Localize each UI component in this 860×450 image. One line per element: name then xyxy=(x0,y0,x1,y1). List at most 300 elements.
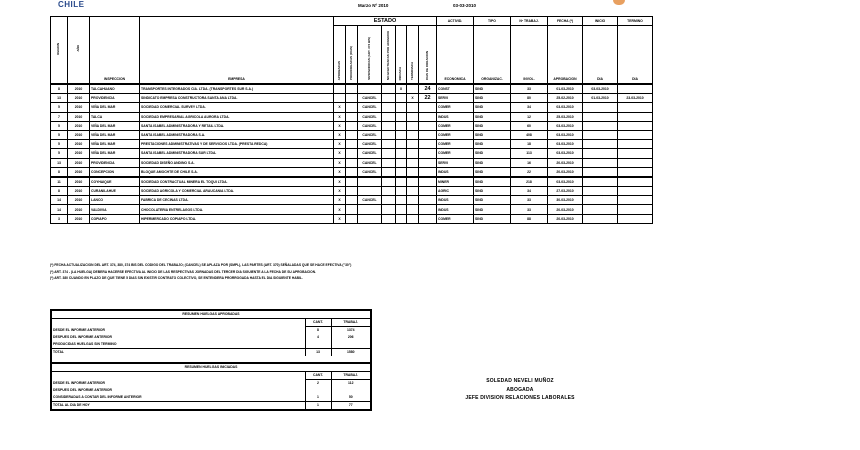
cell-trabajadores: 12 xyxy=(511,112,548,121)
cell-actividad: INDUS xyxy=(437,196,474,205)
cell-anio: 2010 xyxy=(68,158,90,167)
cell-termino xyxy=(618,140,653,149)
cell-terminada xyxy=(407,130,419,139)
cell-anio: 2010 xyxy=(68,94,90,103)
cell-tipo: SIND xyxy=(474,112,511,121)
cell-empresa: SANTA ISABEL ADMINISTRADORA Y RETAIL LTDA. xyxy=(140,121,334,130)
cell-dias xyxy=(419,140,437,149)
cell-inicio xyxy=(583,121,618,130)
cell-inicio xyxy=(583,177,618,187)
cell-empresa: SANTA ISABEL ADMINISTRADORA SUR LTDA. xyxy=(140,149,334,158)
cell-aprobadas: X xyxy=(334,103,346,112)
cell-actividad: INDUS xyxy=(437,167,474,177)
cell-empresa: SOCIEDAD DISEÑO ANDINO S.A. xyxy=(140,158,334,167)
cell-suspendidas: CANCEL xyxy=(358,112,382,121)
col-termino: DIA xyxy=(618,26,653,85)
col-iniciada: INICIADA xyxy=(396,26,407,85)
col-dias: DIAS DE DURACION xyxy=(419,26,437,85)
cell-aprobadas: X xyxy=(334,214,346,223)
cell-prorrogadas xyxy=(346,177,358,187)
cell-empresa: SINDICATO EMPRESA CONSTRUCTORA SANTA ANA LTDA. xyxy=(140,94,334,103)
cell-empresa: CHOCOLATERIA ENTRELAGOS LTDA. xyxy=(140,205,334,214)
cell-no-iniciadas xyxy=(382,158,396,167)
cell-inicio xyxy=(583,112,618,121)
cell-anio: 2010 xyxy=(68,214,90,223)
cell-empresa: BLOQUE AMOCHTE DE CHILE S.A. xyxy=(140,167,334,177)
cell-iniciada xyxy=(396,130,407,139)
cell-dias xyxy=(419,103,437,112)
summary-row: DESDE EL INFORME ANTERIOR 2 112 xyxy=(51,380,371,388)
cell-no-iniciadas xyxy=(382,205,396,214)
corner-logo-icon xyxy=(613,0,625,5)
cell-iniciada xyxy=(396,177,407,187)
cell-no-iniciadas xyxy=(382,187,396,196)
summary-started-title: RESUMEN HUELGAS INICIADAS xyxy=(51,363,371,372)
table-row xyxy=(51,158,653,167)
cell-fecha: 03-03-2010 xyxy=(548,177,583,187)
cell-actividad: COMER xyxy=(437,140,474,149)
cell-tipo: SIND xyxy=(474,196,511,205)
cell-aprobadas: X xyxy=(334,177,346,187)
report-date: 03-03-2010 xyxy=(453,3,477,8)
cell-trabajadores: 33 xyxy=(511,205,548,214)
cell-anio: 2010 xyxy=(68,112,90,121)
col-trab-top: Nº TRABAJ. xyxy=(511,17,548,26)
cell-region: 8 xyxy=(51,187,68,196)
summary-approved-table xyxy=(50,309,372,364)
cell-inicio: 03-03-2010 xyxy=(583,84,618,94)
cell-fecha: 30-03-2010 xyxy=(548,196,583,205)
cell-fecha: 20-03-2010 xyxy=(548,214,583,223)
cell-region: 8 xyxy=(51,84,68,94)
cell-actividad: COMER xyxy=(437,103,474,112)
col-trabaj: TRABAJ. xyxy=(331,372,371,380)
cell-terminada xyxy=(407,196,419,205)
cell-iniciada xyxy=(396,158,407,167)
cell-dias: 24 xyxy=(419,84,437,94)
signature-block xyxy=(450,377,590,403)
cell-tipo: SIND xyxy=(474,205,511,214)
cell-no-iniciadas xyxy=(382,84,396,94)
cell-iniciada xyxy=(396,167,407,177)
cell-prorrogadas xyxy=(346,140,358,149)
cell-prorrogadas xyxy=(346,84,358,94)
cell-trabajadores: 88 xyxy=(511,214,548,223)
cell-aprobadas: X xyxy=(334,140,346,149)
cell-prorrogadas xyxy=(346,103,358,112)
col-no-iniciadas: NO EFECTUADAS POR ACUERDO xyxy=(382,26,396,85)
cell-inspeccion: VIÑA DEL MAR xyxy=(90,130,140,139)
table-row xyxy=(51,84,653,94)
cell-region: 8 xyxy=(51,167,68,177)
summary-row: TOTAL AL DIA DE HOY 1 77 xyxy=(51,402,371,411)
cell-anio: 2010 xyxy=(68,149,90,158)
cell-inspeccion: LANCO xyxy=(90,196,140,205)
cell-aprobadas: X xyxy=(334,112,346,121)
cell-trabajadores: 60 xyxy=(511,121,548,130)
cell-inicio xyxy=(583,103,618,112)
cell-inicio xyxy=(583,130,618,139)
cell-inspeccion: COYHAIQUE xyxy=(90,177,140,187)
cell-tipo: SIND xyxy=(474,177,511,187)
summary-row: DESPUES DEL INFORME ANTERIOR xyxy=(51,387,371,394)
cell-anio: 2010 xyxy=(68,187,90,196)
cell-region: 5 xyxy=(51,140,68,149)
cell-trabajadores: 33 xyxy=(511,196,548,205)
cell-suspendidas: CANCEL xyxy=(358,103,382,112)
cell-actividad: SERVI xyxy=(437,94,474,103)
summary-row: TOTAL 13 1580 xyxy=(51,349,371,357)
cell-prorrogadas xyxy=(346,94,358,103)
cell-no-iniciadas xyxy=(382,130,396,139)
col-fecha-top: FECHA (*) xyxy=(548,17,583,26)
col-termino-top: TERMINO xyxy=(618,17,653,26)
cell-aprobadas: X xyxy=(334,196,346,205)
cell-no-iniciadas xyxy=(382,149,396,158)
cell-trabajadores: 22 xyxy=(511,167,548,177)
col-inicio: DIA xyxy=(583,26,618,85)
cell-empresa: TRANSPORTES INTEGRADOS CIA. LTDA. (TRANSPORTES SUR S.A.) xyxy=(140,84,334,94)
col-actividad: ECONOMICA xyxy=(437,26,474,85)
cell-terminada xyxy=(407,167,419,177)
cell-iniciada xyxy=(396,149,407,158)
cell-region: 14 xyxy=(51,196,68,205)
cell-inicio xyxy=(583,196,618,205)
cell-anio: 2010 xyxy=(68,121,90,130)
cell-aprobadas: X xyxy=(334,187,346,196)
table-row xyxy=(51,130,653,139)
cell-terminada: X xyxy=(407,94,419,103)
col-fecha: APROBACION xyxy=(548,26,583,85)
cell-anio: 2010 xyxy=(68,205,90,214)
cell-fecha: 27-03-2010 xyxy=(548,187,583,196)
cell-termino xyxy=(618,177,653,187)
cell-inspeccion: COPIAPO xyxy=(90,214,140,223)
cell-suspendidas: CANCEL xyxy=(358,149,382,158)
cell-termino xyxy=(618,158,653,167)
cell-iniciada xyxy=(396,214,407,223)
cell-prorrogadas xyxy=(346,149,358,158)
cell-anio: 2010 xyxy=(68,196,90,205)
cell-no-iniciadas xyxy=(382,140,396,149)
cell-iniciada xyxy=(396,196,407,205)
cell-suspendidas xyxy=(358,84,382,94)
cell-dias xyxy=(419,121,437,130)
cell-suspendidas: CANCEL xyxy=(358,94,382,103)
cell-fecha: 20-03-2010 xyxy=(548,167,583,177)
cell-suspendidas: CANCEL xyxy=(358,130,382,139)
cell-suspendidas xyxy=(358,205,382,214)
cell-no-iniciadas xyxy=(382,167,396,177)
cell-aprobadas xyxy=(334,84,346,94)
cell-suspendidas: CANCEL xyxy=(358,167,382,177)
cell-inspeccion: TALCAHUANO xyxy=(90,84,140,94)
cell-iniciada xyxy=(396,112,407,121)
cell-dias xyxy=(419,196,437,205)
cell-prorrogadas xyxy=(346,130,358,139)
cell-terminada xyxy=(407,214,419,223)
cell-actividad: AGRIC xyxy=(437,187,474,196)
cell-anio: 2010 xyxy=(68,140,90,149)
cell-fecha: 25-03-2010 xyxy=(548,112,583,121)
cell-inspeccion: VIÑA DEL MAR xyxy=(90,149,140,158)
col-inspeccion: INSPECCION xyxy=(90,17,140,85)
cell-iniciada xyxy=(396,94,407,103)
cell-inicio xyxy=(583,214,618,223)
cell-aprobadas: X xyxy=(334,158,346,167)
cell-anio: 2010 xyxy=(68,167,90,177)
col-suspendidas: SUSPENDIDAS (ART. 374 BIS) xyxy=(358,26,382,85)
cell-aprobadas: X xyxy=(334,167,346,177)
table-row xyxy=(51,103,653,112)
cell-iniciada xyxy=(396,187,407,196)
cell-tipo: SIND xyxy=(474,103,511,112)
cell-suspendidas xyxy=(358,214,382,223)
cell-termino xyxy=(618,214,653,223)
cell-dias xyxy=(419,149,437,158)
table-row xyxy=(51,94,653,103)
cell-aprobadas xyxy=(334,94,346,103)
cell-tipo: SIND xyxy=(474,140,511,149)
cell-trabajadores: 113 xyxy=(511,149,548,158)
footnotes xyxy=(50,262,351,282)
cell-dias xyxy=(419,167,437,177)
cell-trabajadores: 218 xyxy=(511,177,548,187)
cell-tipo: SIND xyxy=(474,130,511,139)
cell-dias xyxy=(419,130,437,139)
cell-dias xyxy=(419,158,437,167)
col-actividad-top: ACTIVID. xyxy=(437,17,474,26)
table-row xyxy=(51,196,653,205)
cell-terminada xyxy=(407,149,419,158)
cell-suspendidas: CANCEL xyxy=(358,140,382,149)
cell-prorrogadas xyxy=(346,205,358,214)
cell-prorrogadas xyxy=(346,196,358,205)
table-row xyxy=(51,177,653,187)
cell-trabajadores: 33 xyxy=(511,84,548,94)
cell-tipo: SIND xyxy=(474,94,511,103)
logo-text: CHILE xyxy=(58,0,85,9)
cell-inicio xyxy=(583,140,618,149)
table-row xyxy=(51,121,653,130)
cell-trabajadores: 408 xyxy=(511,130,548,139)
cell-empresa: PRESTACIONES ADMINISTRATIVAS Y DE SERVICIOS LTDA. (PRESTA REDCA) xyxy=(140,140,334,149)
cell-terminada xyxy=(407,121,419,130)
cell-aprobadas: X xyxy=(334,121,346,130)
cell-trabajadores: 34 xyxy=(511,187,548,196)
cell-actividad: INDUS xyxy=(437,205,474,214)
cell-region: 3 xyxy=(51,214,68,223)
cell-prorrogadas xyxy=(346,167,358,177)
cell-suspendidas xyxy=(358,187,382,196)
cell-termino xyxy=(618,167,653,177)
cell-region: 5 xyxy=(51,149,68,158)
cell-empresa: SOCIEDAD COMERCIAL SURVEY LTDA. xyxy=(140,103,334,112)
cell-anio: 2010 xyxy=(68,177,90,187)
col-anio: AÑO xyxy=(68,17,90,85)
col-tipo: ORGANIZAC. xyxy=(474,26,511,85)
cell-aprobadas: X xyxy=(334,130,346,139)
cell-dias xyxy=(419,214,437,223)
cell-anio: 2010 xyxy=(68,103,90,112)
cell-termino xyxy=(618,84,653,94)
cell-trabajadores: 16 xyxy=(511,158,548,167)
summary-approved-title: RESUMEN HUELGAS APROBADAS xyxy=(51,310,371,319)
cell-prorrogadas xyxy=(346,158,358,167)
col-terminada: TERMINADA xyxy=(407,26,419,85)
cell-actividad: CONST xyxy=(437,84,474,94)
cell-prorrogadas xyxy=(346,121,358,130)
footnote: (*) ART. 374 - (LA HUELGA) DEBERA HACERSE EFECTIVA AL INICIO DE LAS RESPECTIVAS JORNADAS DEL TERCER DIA SIGUIENTE A LA FECHA DE SU APROBACION. xyxy=(50,269,317,274)
cell-region: 5 xyxy=(51,121,68,130)
summary-started-table xyxy=(50,362,372,411)
signer-department: JEFE DIVISION RELACIONES LABORALES xyxy=(465,395,575,401)
cell-inspeccion: TALCA xyxy=(90,112,140,121)
cell-terminada xyxy=(407,158,419,167)
cell-empresa: FABRICA DE CECINAS LTDA. xyxy=(140,196,334,205)
cell-actividad: INDUS xyxy=(437,112,474,121)
cell-termino xyxy=(618,187,653,196)
cell-tipo: SIND xyxy=(474,158,511,167)
cell-fecha: 20-03-2010 xyxy=(548,158,583,167)
table-row xyxy=(51,149,653,158)
cell-fecha: 20-03-2010 xyxy=(548,205,583,214)
cell-terminada xyxy=(407,84,419,94)
table-row xyxy=(51,205,653,214)
cell-dias xyxy=(419,177,437,187)
table-row xyxy=(51,214,653,223)
cell-actividad: COMER xyxy=(437,149,474,158)
cell-inicio: 01-03-2010 xyxy=(583,94,618,103)
cell-iniciada: X xyxy=(396,84,407,94)
cell-iniciada xyxy=(396,121,407,130)
cell-inspeccion: VIÑA DEL MAR xyxy=(90,140,140,149)
cell-empresa: SOCIEDAD AGRICOLA Y COMERCIAL ARAUCANIA LTDA. xyxy=(140,187,334,196)
footnote: (*) ART. 380 CUANDO EN PLAZO DE QUE TIENE 5 DIAS SIN EXISTIR CONTRATO COLECTIVO, SE ENTENDERA PRORROGADA HASTA EL DIA SIGUIENTE HABIL. xyxy=(50,276,303,280)
cell-anio: 2010 xyxy=(68,84,90,94)
cell-termino xyxy=(618,205,653,214)
cell-fecha: 03-03-2010 xyxy=(548,103,583,112)
group-estado: ESTADO xyxy=(334,17,437,26)
cell-aprobadas: X xyxy=(334,149,346,158)
cell-termino xyxy=(618,149,653,158)
cell-no-iniciadas xyxy=(382,196,396,205)
summary-row: DESDE EL INFORME ANTERIOR 8 1374 xyxy=(51,327,371,335)
cell-iniciada xyxy=(396,140,407,149)
cell-termino xyxy=(618,130,653,139)
cell-actividad: COMER xyxy=(437,130,474,139)
summary-row: PRODUCIDAS HUELGAS SIN TERMINO xyxy=(51,341,371,349)
cell-no-iniciadas xyxy=(382,103,396,112)
cell-no-iniciadas xyxy=(382,94,396,103)
cell-fecha: 03-03-2010 xyxy=(548,130,583,139)
col-tipo-top: TIPO xyxy=(474,17,511,26)
cell-termino: 23-03-2010 xyxy=(618,94,653,103)
cell-tipo: SIND xyxy=(474,167,511,177)
cell-terminada xyxy=(407,140,419,149)
cell-tipo: SIND xyxy=(474,84,511,94)
cell-no-iniciadas xyxy=(382,112,396,121)
col-inicio-top: INICIO xyxy=(583,17,618,26)
cell-region: 14 xyxy=(51,205,68,214)
cell-inspeccion: PROVIDENCIA xyxy=(90,158,140,167)
cell-termino xyxy=(618,103,653,112)
cell-dias: 22 xyxy=(419,94,437,103)
cell-inicio xyxy=(583,158,618,167)
cell-terminada xyxy=(407,177,419,187)
cell-suspendidas xyxy=(358,177,382,187)
cell-fecha: 03-03-2010 xyxy=(548,121,583,130)
cell-no-iniciadas xyxy=(382,177,396,187)
cell-tipo: SIND xyxy=(474,214,511,223)
cell-prorrogadas xyxy=(346,112,358,121)
cell-region: 13 xyxy=(51,158,68,167)
cell-terminada xyxy=(407,205,419,214)
signer-name: SOLEDAD NEVELI MUÑOZ xyxy=(486,378,554,384)
cell-terminada xyxy=(407,103,419,112)
col-prorrogadas: PRORROGADAS (DIAS) xyxy=(346,26,358,85)
cell-actividad: COMER xyxy=(437,214,474,223)
cell-region: 7 xyxy=(51,112,68,121)
col-trabajadores: INVOL. xyxy=(511,26,548,85)
cell-prorrogadas xyxy=(346,214,358,223)
cell-region: 5 xyxy=(51,130,68,139)
cell-aprobadas: X xyxy=(334,205,346,214)
cell-actividad: COMER xyxy=(437,121,474,130)
cell-trabajadores: 34 xyxy=(511,103,548,112)
cell-actividad: SERVI xyxy=(437,158,474,167)
cell-inicio xyxy=(583,167,618,177)
cell-fecha: 25-02-2010 xyxy=(548,94,583,103)
col-region: REGION xyxy=(51,17,68,85)
cell-dias xyxy=(419,187,437,196)
col-empresa: EMPRESA xyxy=(140,17,334,85)
cell-dias xyxy=(419,205,437,214)
footnote: (*) FECHA ACTUALIZACION DEL ART. 374, 380, 374 BIS DEL CODIGO DEL TRABAJO; (CANCEL) SE APLAZA POR (SMPL), LAS PARTES (ART. 370) SEÑALADAS QUE SE HACE EFECTIVA ("30") xyxy=(50,263,352,267)
cell-tipo: SIND xyxy=(474,121,511,130)
cell-termino xyxy=(618,121,653,130)
cell-empresa: HIPERMERCADO COPIAPO LTDA. xyxy=(140,214,334,223)
cell-dias xyxy=(419,112,437,121)
cell-tipo: SIND xyxy=(474,187,511,196)
col-cant: CANT. xyxy=(305,319,331,327)
cell-inicio xyxy=(583,187,618,196)
cell-trabajadores: 18 xyxy=(511,140,548,149)
cell-suspendidas: CANCEL xyxy=(358,121,382,130)
cell-inspeccion: VALDIVIA xyxy=(90,205,140,214)
summary-row: DESPUES DEL INFORME ANTERIOR 4 206 xyxy=(51,334,371,341)
cell-inspeccion: VIÑA DEL MAR xyxy=(90,121,140,130)
cell-empresa: SANTA ISABEL ADMINISTRADORA S.A. xyxy=(140,130,334,139)
cell-iniciada xyxy=(396,103,407,112)
table-row xyxy=(51,167,653,177)
col-aprobadas: APROBADAS xyxy=(334,26,346,85)
cell-no-iniciadas xyxy=(382,214,396,223)
cell-inspeccion: CONCEPCION xyxy=(90,167,140,177)
summary-row: CONSIDERADAS A CONTAR DEL INFORME ANTERIOR 1 50 xyxy=(51,394,371,402)
cell-fecha: 03-03-2010 xyxy=(548,149,583,158)
cell-region: 13 xyxy=(51,94,68,103)
cell-trabajadores: 80 xyxy=(511,94,548,103)
cell-inspeccion: CURANILAHUE xyxy=(90,187,140,196)
col-cant: CANT. xyxy=(305,372,331,380)
cell-fecha: 03-03-2010 xyxy=(548,140,583,149)
cell-inicio xyxy=(583,149,618,158)
cell-terminada xyxy=(407,187,419,196)
table-row xyxy=(51,112,653,121)
cell-suspendidas: CANCEL xyxy=(358,158,382,167)
table-row xyxy=(51,187,653,196)
